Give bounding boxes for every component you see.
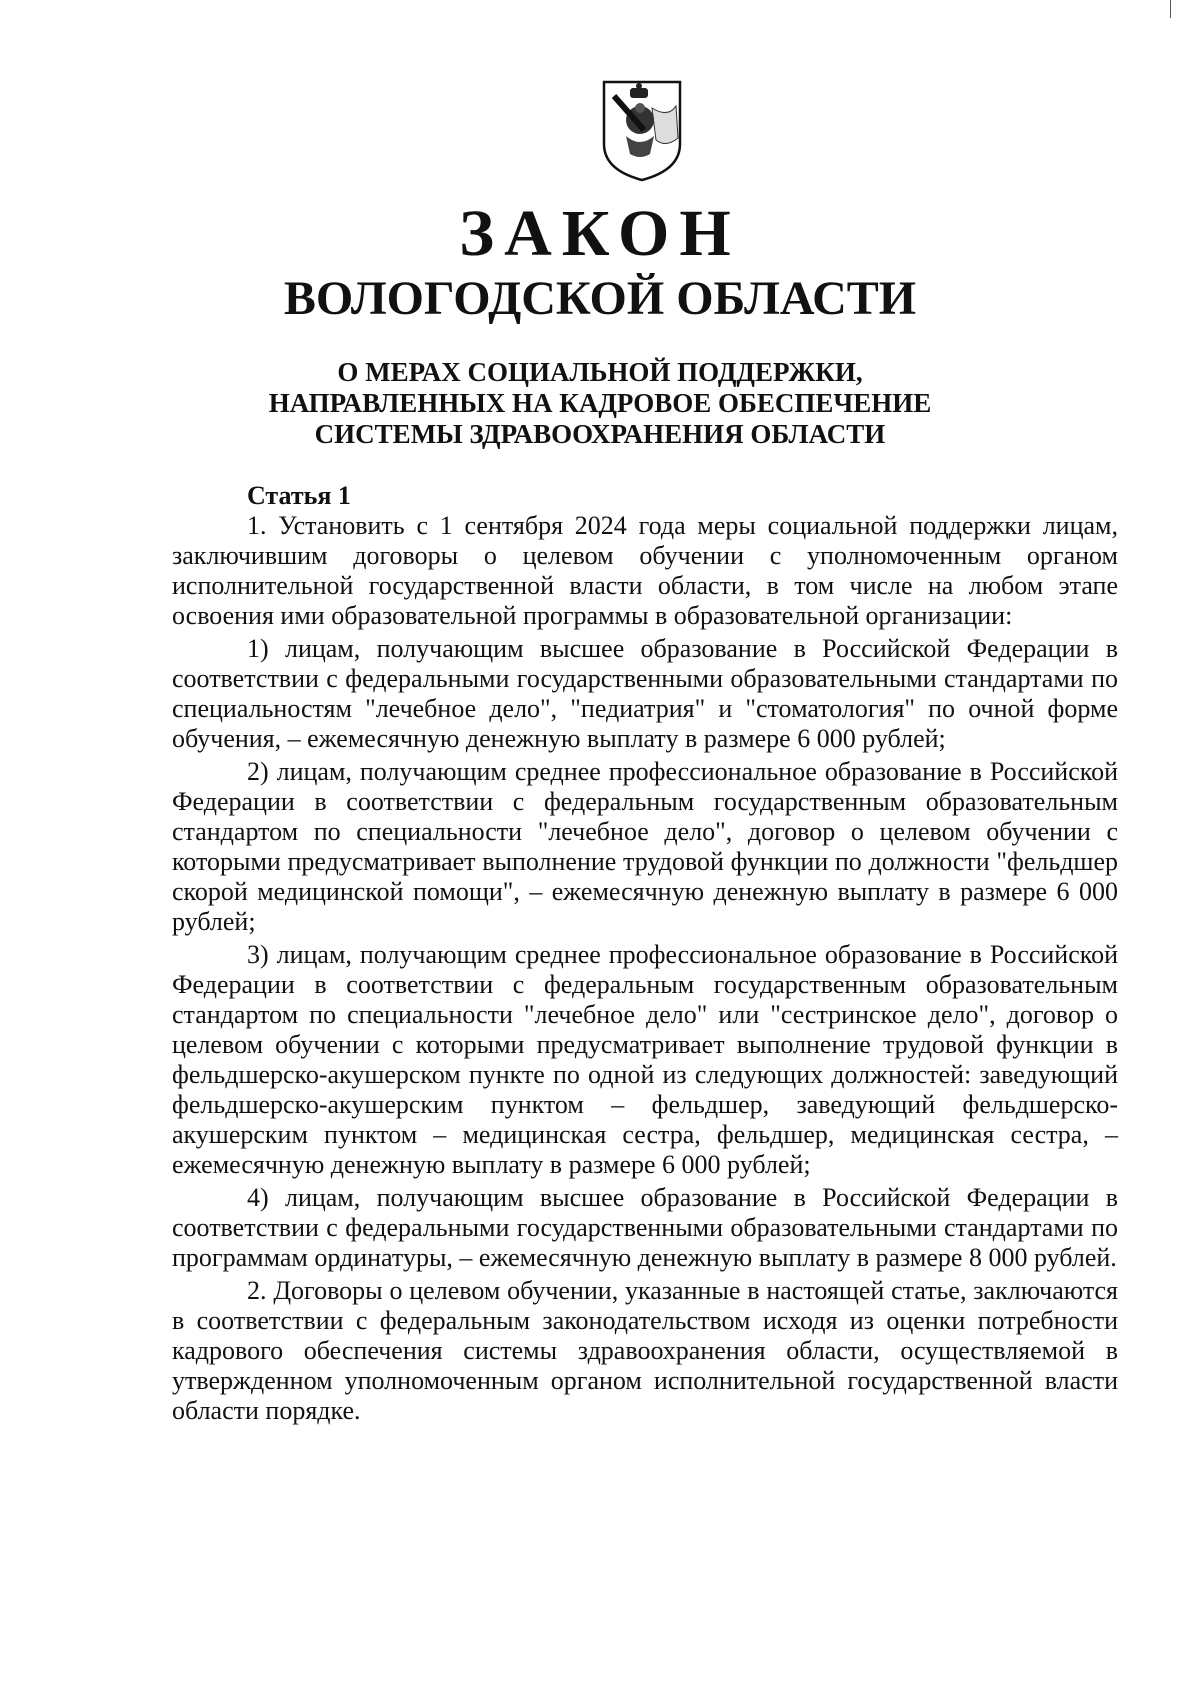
- subject-line: О МЕРАХ СОЦИАЛЬНОЙ ПОДДЕРЖКИ,: [337, 357, 863, 387]
- law-region: ВОЛОГОДСКОЙ ОБЛАСТИ: [283, 272, 917, 325]
- law-title: ЗАКОН: [459, 197, 741, 270]
- article-paragraph: 1) лицам, получающим высшее образование в Российской Федерации в соответствии с федеральными государственными образовательными стандартами по специальностям "лечебное дело", "педиатрия" и "стоматология" по очной форме обучения, – ежемесячную денежную выплату в размере 6 000 рублей;: [172, 634, 1118, 753]
- article-paragraph: 4) лицам, получающим высшее образование в Российской Федерации в соответствии с федеральными государственными образовательными стандартами по программам ординатуры, – ежемесячную денежную выплату в размере 8 000 рублей.: [172, 1183, 1118, 1272]
- subject-line: СИСТЕМЫ ЗДРАВООХРАНЕНИЯ ОБЛАСТИ: [314, 419, 886, 449]
- article-paragraph: 2. Договоры о целевом обучении, указанные в настоящей статье, заключаются в соответствии с федеральным законодательством исходя из оценки потребности кадрового обеспечения системы здравоохранения области, осуществляемой в утвержденном уполномоченным органом исполнительной государственной власти области порядке.: [172, 1276, 1118, 1425]
- article-paragraph: 2) лицам, получающим среднее профессиональное образование в Российской Федерации в соответствии с федеральным государственным образовательным стандартом по специальности "лечебное дело", договор о целевом обучении с которыми предусматривает выполнение трудовой функции по должности "фельдшер скорой медицинской помощи", – ежемесячную денежную выплату в размере 6 000 рублей;: [172, 757, 1118, 936]
- article-body: [172, 481, 1118, 1429]
- article-heading: Статья 1: [247, 481, 351, 510]
- coat-of-arms-icon: [600, 78, 684, 182]
- subject-line: НАПРАВЛЕННЫХ НА КАДРОВОЕ ОБЕСПЕЧЕНИЕ: [268, 388, 932, 418]
- article-paragraph: 1. Установить с 1 сентября 2024 года меры социальной поддержки лицам, заключившим договоры о целевом обучении с уполномоченным органом исполнительной государственной власти области, в том числе на любом этапе освоения ими образовательной программы в образовательной организации:: [172, 511, 1118, 630]
- article-paragraph: 3) лицам, получающим среднее профессиональное образование в Российской Федерации в соответствии с федеральным государственным образовательным стандартом по специальности "лечебное дело" или "сестринское дело", договор о целевом обучении с которыми предусматривает выполнение трудовой функции в фельдшерско-акушерском пункте по одной из следующих должностей: заведующий фельдшерско-акушерским пунктом – фельдшер, заведующий фельдшерско-акушерским пунктом – медицинская сестра, фельдшер, медицинская сестра, – ежемесячную денежную выплату в размере 6 000 рублей;: [172, 940, 1118, 1179]
- scan-edge-mark: [1170, 0, 1171, 18]
- law-subject: [0, 357, 1200, 450]
